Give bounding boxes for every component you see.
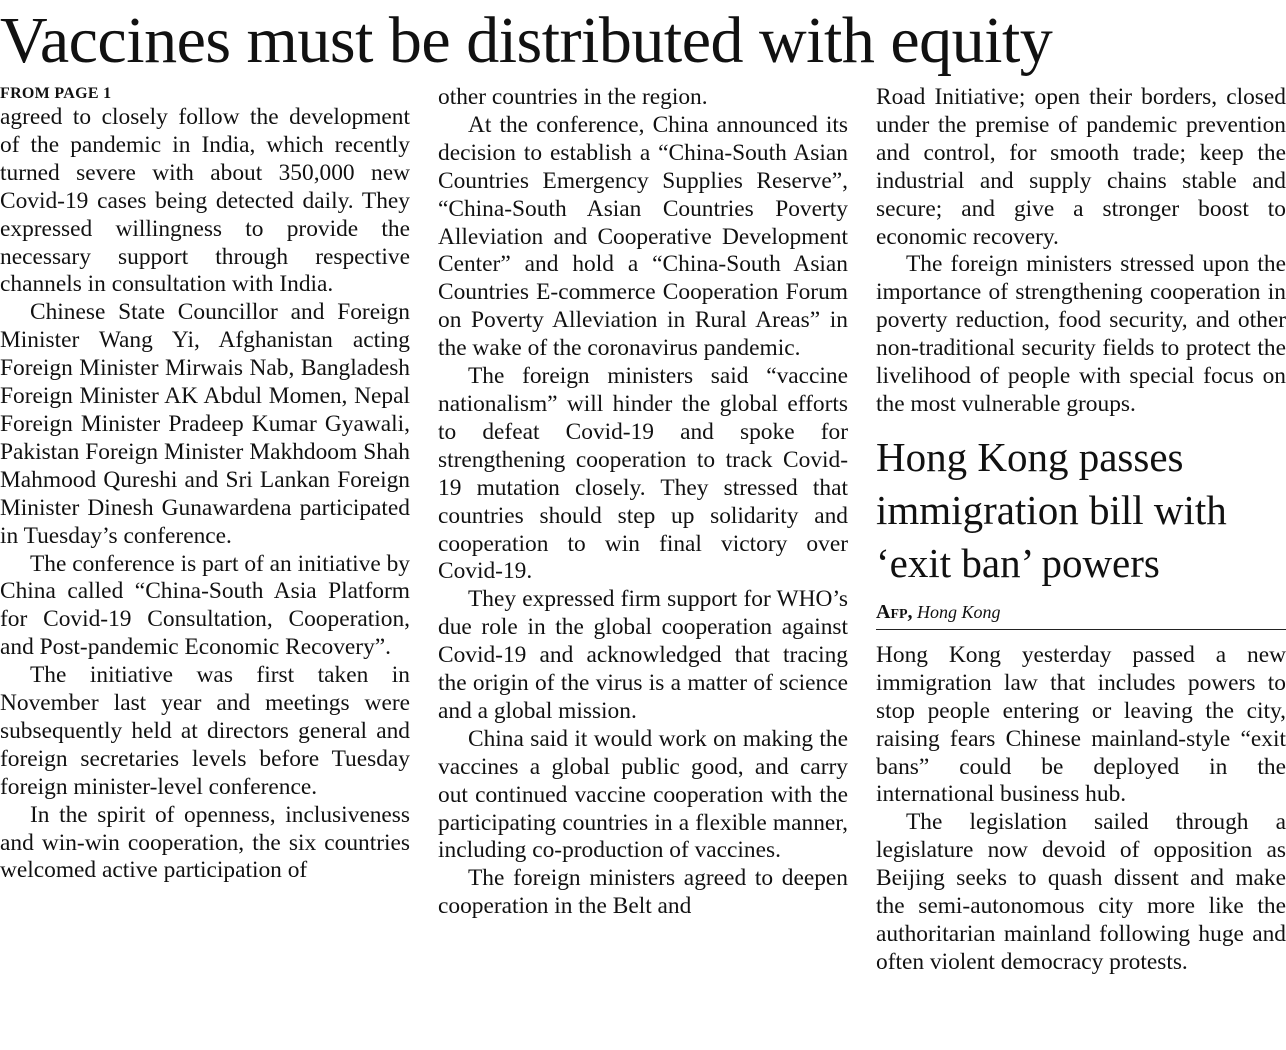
- article-column-1: [0, 84, 410, 1050]
- article-paragraph: The foreign ministers stressed upon the importance of strengthening cooperation in poverty reduction, food security, and other non-traditional security fields to protect the livelihood of people with special focus on the most vulnerable groups.: [876, 251, 1286, 417]
- second-story-paragraph: The legislation sailed through a legislature now devoid of opposition as Beijing seeks to quash dissent and make the semi-autonomous city more like the authoritarian mainland following huge and often violent democracy protests.: [876, 809, 1286, 975]
- byline-agency: Afp,: [876, 600, 913, 623]
- byline-place: Hong Kong: [917, 601, 1001, 622]
- article-column-2: [438, 84, 848, 1050]
- second-story-paragraph: Hong Kong yesterday passed a new immigration law that includes powers to stop people entering or leaving the city, raising fears Chinese mainland-style “exit bans” could be deployed in the international business hub.: [876, 641, 1286, 808]
- main-headline: Vaccines must be distributed with equity: [0, 4, 1053, 77]
- article-paragraph: The foreign ministers agreed to deepen cooperation in the Belt and: [438, 865, 848, 920]
- article-paragraph: agreed to closely follow the development of the pandemic in India, which recently turned severe with about 350,000 new Covid-19 cases being detected daily. They expressed willingness to provide the necessary support through respective channels in consultation with India.: [0, 104, 410, 298]
- article-paragraph: Chinese State Councillor and Foreign Minister Wang Yi, Afghanistan acting Foreign Minister Mirwais Nab, Bangladesh Foreign Minister AK Abdul Momen, Nepal Foreign Minister Pradeep Kumar Gyawali, Pakistan Foreign Minister Makhdoom Shah Mahmood Qureshi and Sri Lankan Foreign Minister Dinesh Gunawardena participated in Tuesday’s conference.: [0, 299, 410, 549]
- article-paragraph: At the conference, China announced its decision to establish a “China-South Asian Countries Emergency Supplies Reserve”, “China-South Asian Countries Poverty Alleviation and Cooperative Development Center” and hold a “China-South Asian Countries E-commerce Cooperation Forum on Poverty Alleviation in Rural Areas” in the wake of the coronavirus pandemic.: [438, 111, 848, 362]
- article-paragraph: China said it would work on making the vaccines a global public good, and carry out continued vaccine cooperation with the participating countries in a flexible manner, including co-production of vaccines.: [438, 725, 848, 864]
- article-paragraph: The conference is part of an initiative by China called “China-South Asia Platform for Covid-19 Consultation, Cooperation, and Post-pandemic Economic Recovery”.: [0, 550, 410, 661]
- second-story-headline: Hong Kong passes immigration bill with ‘exit ban’ powers: [876, 433, 1227, 586]
- second-story-byline: [876, 600, 1286, 630]
- article-column-3: [876, 84, 1286, 1050]
- continuation-kicker: FROM PAGE 1: [0, 85, 112, 102]
- article-paragraph: other countries in the region.: [438, 84, 708, 110]
- article-paragraph: Road Initiative; open their borders, closed under the premise of pandemic prevention and control, for smooth trade; keep the industrial and supply chains stable and secure; and give a stronger boost to economic recovery.: [876, 84, 1286, 250]
- article-paragraph: The initiative was first taken in November last year and meetings were subsequently held at directors general and foreign secretaries levels before Tuesday foreign minister-level conference.: [0, 662, 410, 800]
- article-paragraph: The foreign ministers said “vaccine nationalism” will hinder the global efforts to defeat Covid-19 and spoke for strengthening cooperation to track Covid-19 mutation closely. They stressed that countries should step up solidarity and cooperation to win final victory over Covid-19.: [438, 363, 848, 585]
- article-paragraph: In the spirit of openness, inclusiveness and win-win cooperation, the six countries welcomed active participation of: [0, 801, 410, 884]
- article-paragraph: They expressed firm support for WHO’s due role in the global cooperation against Covid-19 and acknowledged that tracing the origin of the virus is a matter of science and a global mission.: [438, 586, 848, 724]
